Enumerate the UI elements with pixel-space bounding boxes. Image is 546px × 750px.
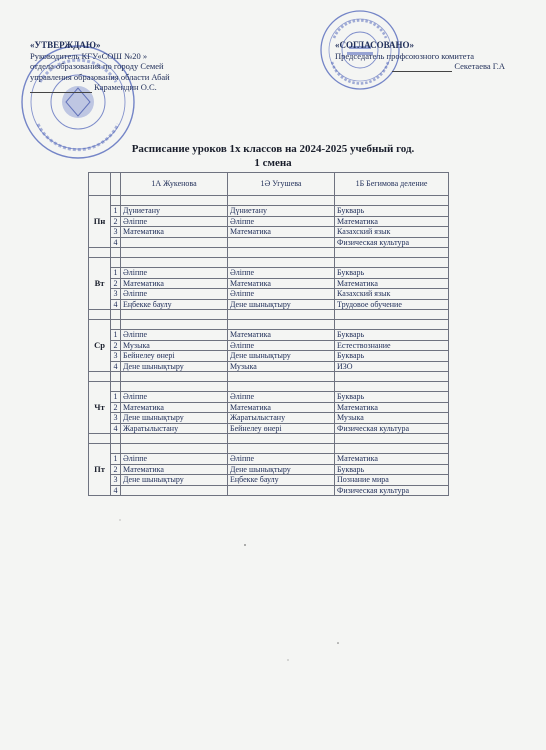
lesson-1b: ИЗО [335,361,449,371]
spacer-cell [89,372,111,382]
spacer-cell [111,372,121,382]
lesson-1ae: Әліппе [228,289,335,299]
lesson-1b: Трудовое обучение [335,299,449,309]
lesson-1ae: Жаратылыстану [228,413,335,423]
lesson-1a: Дүниетану [121,206,228,216]
day-label: Пт [89,444,111,496]
lesson-1ae [228,485,335,495]
lesson-1ae: Әліппе [228,392,335,402]
lesson-1ae: Музыка [228,361,335,371]
day-label: Пн [89,196,111,248]
table-row [89,485,449,495]
lesson-1a: Математика [121,227,228,237]
lesson-1ae: Әліппе [228,454,335,464]
lesson-1ae: Математика [228,278,335,288]
blank-cell [111,196,121,206]
day-label: Ср [89,320,111,372]
signature-underline [30,84,92,93]
lesson-number: 2 [111,402,121,412]
blank-cell [121,258,228,268]
lesson-1b: Букварь [335,206,449,216]
lesson-1a [121,237,228,247]
agreement-signer: Секетаева Г.А [454,61,505,71]
approval-signature-line [30,82,170,93]
lesson-1ae: Әліппе [228,340,335,350]
table-row [89,278,449,288]
column-header-1a: 1А Жукенова [121,173,228,196]
lesson-1ae: Әліппе [228,216,335,226]
table-row [89,340,449,350]
schedule-table [88,172,449,496]
lesson-number: 1 [111,268,121,278]
table-row [89,206,449,216]
spacer-cell [228,372,335,382]
lesson-1b: Естествознание [335,340,449,350]
lesson-number: 1 [111,454,121,464]
lesson-1ae: Математика [228,330,335,340]
schedule-body [89,173,449,496]
table-row [89,351,449,361]
lesson-number: 3 [111,351,121,361]
spacer-cell [111,248,121,258]
blank-cell [335,196,449,206]
blank-cell [121,382,228,392]
lesson-1ae [228,237,335,247]
blank-cell [335,258,449,268]
approval-line: Руководитель КГУ«СОШ №20 » [30,50,148,61]
lesson-1ae: Дене шынықтыру [228,351,335,361]
table-row [89,361,449,371]
table-row [89,237,449,247]
spacer-cell [228,310,335,320]
blank-cell [335,444,449,454]
lesson-number: 3 [111,413,121,423]
lesson-number: 3 [111,289,121,299]
lesson-1a: Еңбекке баулу [121,299,228,309]
approval-heading: «УТВЕРЖДАЮ» [30,40,101,50]
lesson-1a: Бейнелеу өнері [121,351,228,361]
table-header-row [89,173,449,196]
blank-cell [111,382,121,392]
lesson-number: 4 [111,361,121,371]
lesson-1a: Дене шынықтыру [121,413,228,423]
lesson-1b: Букварь [335,330,449,340]
spacer-cell [121,310,228,320]
spacer-cell [228,248,335,258]
schedule-title: Расписание уроков 1х классов на 2024-2025 учебный год. [131,143,415,155]
lesson-number: 1 [111,392,121,402]
table-row [89,402,449,412]
day-blank-row [89,258,449,268]
lesson-1b: Казахский язык [335,227,449,237]
table-row [89,423,449,433]
lesson-1a [121,485,228,495]
blank-cell [121,444,228,454]
agreement-block [335,40,505,72]
blank-cell [121,196,228,206]
lesson-number: 2 [111,340,121,350]
lesson-1a: Әліппе [121,454,228,464]
blank-cell [228,444,335,454]
approval-block [30,40,170,93]
approval-signer: Карамендин О.С. [94,82,157,92]
spacer-cell [335,372,449,382]
agreement-heading: «СОГЛАСОВАНО» [335,40,415,50]
day-label: Чт [89,382,111,434]
lesson-1b: Букварь [335,392,449,402]
header-corner [89,173,111,196]
lesson-1ae: Дүниетану [228,206,335,216]
spacer-cell [335,310,449,320]
day-blank-row [89,320,449,330]
lesson-1b: Познание мира [335,475,449,485]
lesson-1a: Әліппе [121,268,228,278]
lesson-1a: Математика [121,464,228,474]
lesson-1a: Дене шынықтыру [121,361,228,371]
spacer-cell [89,434,111,444]
spacer-cell [121,248,228,258]
signature-underline [392,63,452,72]
spacer-row [89,434,449,444]
blank-cell [228,196,335,206]
spacer-row [89,310,449,320]
lesson-1b: Букварь [335,351,449,361]
lesson-1ae: Дене шынықтыру [228,299,335,309]
lesson-number: 4 [111,423,121,433]
blank-cell [228,382,335,392]
lesson-1ae: Дене шынықтыру [228,464,335,474]
lesson-1ae: Бейнелеу өнері [228,423,335,433]
lesson-1b: Математика [335,402,449,412]
blank-cell [111,320,121,330]
lesson-1a: Әліппе [121,330,228,340]
table-row [89,216,449,226]
lesson-number: 3 [111,227,121,237]
column-header-1b: 1Б Бегимова деление [335,173,449,196]
lesson-1ae: Еңбекке баулу [228,475,335,485]
lesson-1b: Физическая культура [335,237,449,247]
lesson-1b: Математика [335,278,449,288]
blank-cell [111,444,121,454]
table-row [89,289,449,299]
lesson-1b: Физическая культура [335,423,449,433]
lesson-number: 4 [111,299,121,309]
lesson-number: 2 [111,278,121,288]
spacer-cell [335,248,449,258]
blank-cell [228,320,335,330]
lesson-1b: Букварь [335,464,449,474]
lesson-1b: Математика [335,216,449,226]
table-row [89,227,449,237]
lesson-1ae: Әліппе [228,268,335,278]
table-row [89,392,449,402]
lesson-number: 3 [111,475,121,485]
table-row [89,464,449,474]
lesson-1b: Физическая культура [335,485,449,495]
lesson-1b: Музыка [335,413,449,423]
lesson-number: 2 [111,464,121,474]
agreement-line: Председатель профсоюзного комитета [335,50,475,61]
spacer-cell [121,434,228,444]
lesson-number: 1 [111,330,121,340]
lesson-1b: Математика [335,454,449,464]
agreement-signature-line [335,61,505,72]
spacer-cell [228,434,335,444]
approval-line: отдела образования по городу Семей [30,61,164,71]
lesson-1a: Дене шынықтыру [121,475,228,485]
lesson-1b: Букварь [335,268,449,278]
lesson-number: 4 [111,237,121,247]
table-row [89,330,449,340]
blank-cell [121,320,228,330]
lesson-number: 4 [111,485,121,495]
blank-cell [335,320,449,330]
spacer-cell [335,434,449,444]
blank-cell [228,258,335,268]
spacer-cell [89,310,111,320]
lesson-1a: Музыка [121,340,228,350]
table-row [89,454,449,464]
spacer-row [89,248,449,258]
lesson-number: 2 [111,216,121,226]
lesson-1a: Математика [121,278,228,288]
spacer-cell [89,248,111,258]
table-row [89,268,449,278]
table-row [89,475,449,485]
day-blank-row [89,196,449,206]
blank-cell [335,382,449,392]
spacer-row [89,372,449,382]
schedule-shift: 1 смена [254,157,292,169]
lesson-number: 1 [111,206,121,216]
header-number [111,173,121,196]
column-header-1ae: 1Ә Угушева [228,173,335,196]
lesson-1a: Әліппе [121,289,228,299]
lesson-1a: Әліппе [121,392,228,402]
lesson-1b: Казахский язык [335,289,449,299]
table-row [89,413,449,423]
lesson-1a: Әліппе [121,216,228,226]
blank-cell [111,258,121,268]
approval-line: управления образования области Абай [30,71,170,82]
lesson-1ae: Математика [228,227,335,237]
day-blank-row [89,382,449,392]
spacer-cell [111,310,121,320]
spacer-cell [121,372,228,382]
table-row [89,299,449,309]
spacer-cell [111,434,121,444]
lesson-1a: Математика [121,402,228,412]
lesson-1a: Жаратылыстану [121,423,228,433]
day-label: Вт [89,258,111,310]
lesson-1ae: Математика [228,402,335,412]
day-blank-row [89,444,449,454]
